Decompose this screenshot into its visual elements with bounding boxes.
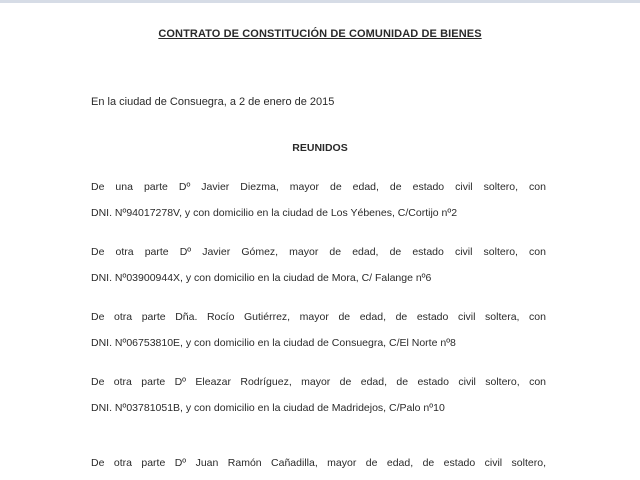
party-paragraph [91, 450, 546, 476]
party-line: DNI. Nº94017278V, y con domicilio en la ciudad de Los Yébenes, C/Cortijo nº2 [91, 207, 458, 219]
party-line: DNI. Nº03900944X, y con domicilio en la ciudad de Mora, C/ Falange nº6 [91, 272, 432, 284]
party-line: De una parte Dº Javier Diezma, mayor de edad, de estado civil soltero, con [91, 181, 546, 193]
party-line: DNI. Nº06753810E, y con domicilio en la ciudad de Consuegra, C/El Norte nº8 [91, 337, 456, 349]
party-line: De otra parte Dº Juan Ramón Cañadilla, mayor de edad, de estado civil soltero, [91, 457, 546, 469]
party-paragraph [91, 369, 546, 421]
party-line: De otra parte Dº Javier Gómez, mayor de edad, de estado civil soltero, con [91, 246, 546, 258]
party-paragraph [91, 304, 546, 356]
top-border [0, 0, 640, 3]
intro-line: En la ciudad de Consuegra, a 2 de enero de 2015 [91, 96, 335, 108]
party-line: De otra parte Dña. Rocío Gutiérrez, mayor de edad, de estado civil soltera, con [91, 311, 546, 323]
document-title: CONTRATO DE CONSTITUCIÓN DE COMUNIDAD DE BIENES [158, 28, 482, 40]
party-paragraph [91, 239, 546, 291]
party-line: De otra parte Dº Eleazar Rodríguez, mayor de edad, de estado civil soltero, con [91, 376, 546, 388]
party-line: DNI. Nº03781051B, y con domicilio en la ciudad de Madridejos, C/Palo nº10 [91, 402, 445, 414]
section-heading: REUNIDOS [292, 142, 348, 154]
party-paragraph [91, 174, 546, 226]
